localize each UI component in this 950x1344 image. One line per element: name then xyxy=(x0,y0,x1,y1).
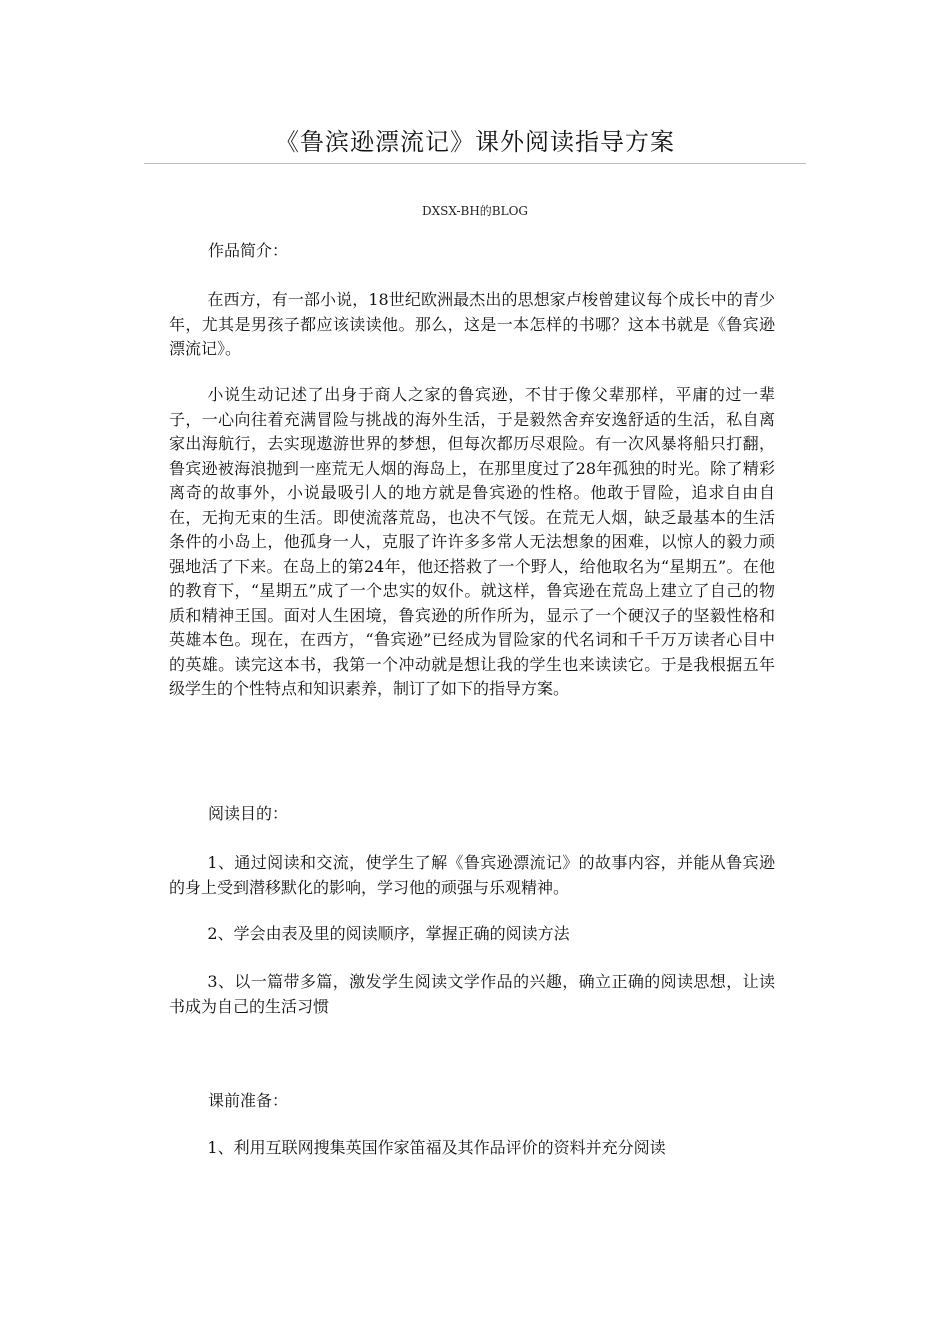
author-byline: DXSX-BH的BLOG xyxy=(421,204,529,218)
list-item-text: 1、利用互联网搜集英国作家笛福及其作品评价的资料并充分阅读 xyxy=(207,1138,666,1157)
intro-paragraph-1 xyxy=(169,288,775,362)
intro-heading: 作品简介： xyxy=(208,241,289,260)
prep-heading: 课前准备： xyxy=(208,1091,289,1110)
intro-paragraph-2 xyxy=(169,383,775,702)
list-item-text: 3、以一篇带多篇，激发学生阅读文学作品的兴趣，确立正确的阅读思想，让读书成为自己的生活习惯 xyxy=(169,972,775,1016)
list-item-text: 2、学会由表及里的阅读顺序，掌握正确的阅读方法 xyxy=(207,924,570,943)
goal-item-3 xyxy=(169,970,775,1019)
paragraph-text: 小说生动记述了出身于商人之家的鲁宾逊，不甘于像父辈那样，平庸的过一辈子，一心向往着充满冒险与挑战的海外生活，于是毅然舍弃安逸舒适的生活，私自离家出海航行，去实现遨游世界的梦想，但每次都历尽艰险。有一次风暴将船只打翻，鲁宾逊被海浪抛到一座荒无人烟的海岛上，在那里度过了28年孤独的时光。除了精彩离奇的故事外，小说最吸引人的地方就是鲁宾逊的性格。他敢于冒险，追求自由自在，无拘无束的生活。即使流落荒岛，也决不气馁。在荒无人烟，缺乏最基本的生活条件的小岛上，他孤身一人，克服了许许多多常人无法想象的困难，以惊人的毅力顽强地活了下来。在岛上的第24年，他还搭救了一个野人，给他取名为“星期五”。在他的教育下，“星期五”成了一个忠实的奴仆。就这样，鲁宾逊在荒岛上建立了自己的物质和精神王国。面对人生困境，鲁宾逊的所作所为，显示了一个硬汉子的坚毅性格和英雄本色。现在，在西方，“鲁宾逊”已经成为冒险家的代名词和千千万万读者心目中的英雄。读完这本书，我第一个冲动就是想让我的学生也来读读它。于是我根据五年级学生的个性特点和知识素养，制订了如下的指导方案。 xyxy=(169,385,775,698)
goal-item-1 xyxy=(169,851,775,900)
page-title: 《鲁滨逊漂流记》课外阅读指导方案 xyxy=(275,128,675,156)
goal-item-2 xyxy=(169,922,775,947)
paragraph-text: 在西方，有一部小说，18世纪欧洲最杰出的思想家卢梭曾建议每个成长中的青少年，尤其是男孩子都应该读读他。那么，这是一本怎样的书哪？这本书就是《鲁宾逊漂流记》。 xyxy=(169,290,775,358)
title-divider xyxy=(144,163,806,164)
prep-item-1 xyxy=(169,1136,775,1161)
list-item-text: 1、通过阅读和交流，使学生了解《鲁宾逊漂流记》的故事内容，并能从鲁宾逊的身上受到潜移默化的影响，学习他的顽强与乐观精神。 xyxy=(169,853,775,897)
goals-heading: 阅读目的： xyxy=(208,804,289,823)
